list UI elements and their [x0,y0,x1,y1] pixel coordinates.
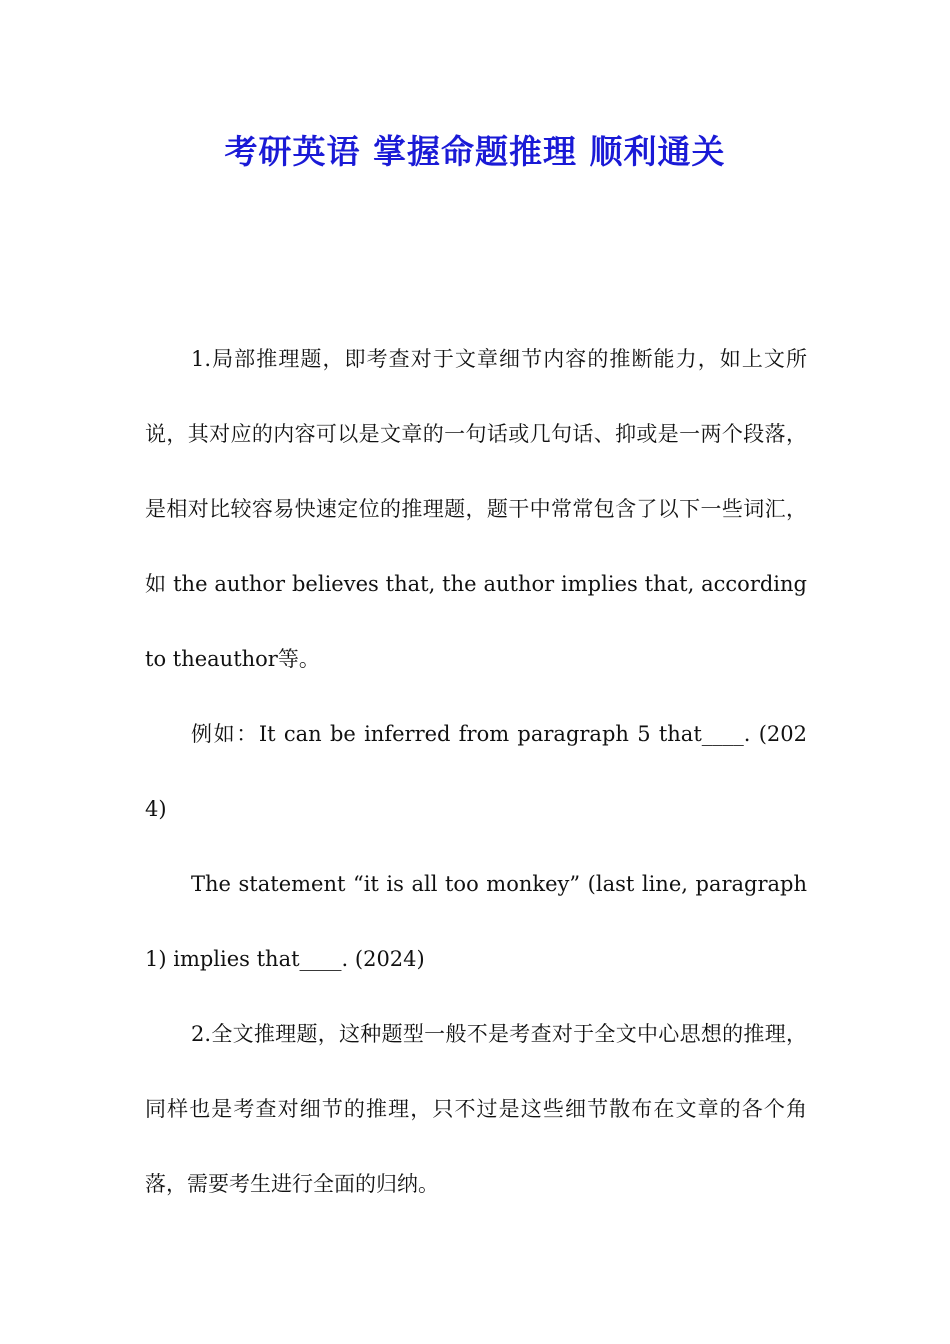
paragraph-example-2: The statement “it is all too monkey” (last line, paragraph1) implies that____. (2024) [145,872,807,971]
paragraph-local-inference: 1.局部推理题，即考查对于文章细节内容的推断能力，如上文所说，其对应的内容可以是文章的一句话或几句话、抑或是一两个段落，是相对比较容易快速定位的推理题，题干中常常包含了以下一些词汇，如 the author believes that, the author implies that, according to theauthor等。 [145,347,807,671]
paragraph-full-text-inference: 2.全文推理题，这种题型一般不是考查对于全文中心思想的推理，同样也是考查对细节的推理，只不过是这些细节散布在文章的各个角落，需要考生进行全面的归纳。 [145,1022,807,1196]
document-title: 考研英语 掌握命题推理 顺利通关 [224,132,726,171]
document-body [145,322,807,1222]
paragraph-example-1: 例如：It can be inferred from paragraph 5 that____. (2024) [145,722,807,821]
